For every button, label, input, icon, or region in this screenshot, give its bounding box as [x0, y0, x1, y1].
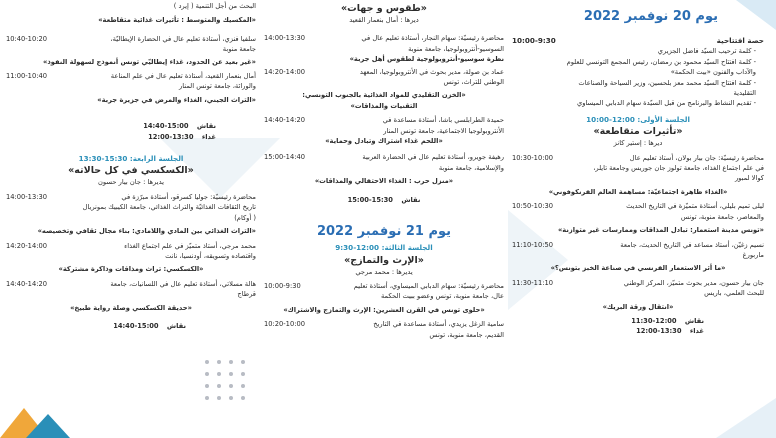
- session-title: «تأثيرات متقاطعة»: [593, 126, 683, 138]
- session-title: «الكسكسي في كل حالاته»: [68, 165, 194, 177]
- talk-time: 10:00-9:30: [264, 281, 301, 290]
- talk-title: «التراث الغذائي بين المادي واللامادي: بناء مجال ثقافي وتخصيصه»: [37, 227, 256, 236]
- talk-title: «اللحم غذاء اشتراك وتبادل وحماية»: [325, 137, 443, 146]
- talk: [6, 279, 256, 313]
- talk-time: 14:00-13:30: [6, 192, 47, 201]
- talk-line: عماد بن صولة، مدير بحوث في الأنتروبولوجيا، المعهد: [359, 67, 504, 76]
- talk-line: السوسيو-أنتروبولوجيا، جامعة منوبة: [408, 44, 504, 53]
- discussion-time: 12:00-11:30: [631, 316, 677, 325]
- talk-title: «الخزن التقليدي للمواد الغذائية بالجنوب التونسي:: [302, 91, 466, 100]
- talk-line: حميدة الطرابلسي باشا، أستاذة مساعدة في: [382, 116, 504, 125]
- talk-time: 14:40-14:20: [6, 279, 47, 288]
- talk-line: محمد مرجي، أستاذ متميّز في علم اجتماع الغذاء: [124, 241, 256, 250]
- discussion-label: نقاش: [401, 195, 421, 204]
- lunch-slot: [6, 132, 216, 142]
- talk-title: «الكسكسي: تراث ومذاقات وذاكرة مشتركة»: [58, 265, 204, 274]
- talk-title: «حلوى تونس في القرن العشرين: الإرث والتمازج والاشتراك»: [283, 305, 485, 314]
- talk: [6, 34, 256, 67]
- talk-line: سامية الزغل يزيدي، أستاذة مساعدة في التاريخ: [373, 320, 504, 329]
- discussion-time: 15:00-14:40: [113, 321, 159, 330]
- opening-time: 10:00-9:30: [512, 36, 556, 45]
- discussion-slot: [512, 316, 704, 326]
- talk: [512, 240, 764, 274]
- talk: [6, 192, 256, 237]
- talk-line: ( أوكام): [234, 213, 256, 222]
- opening-item: - كلمة افتتاح السيّد محمد معز بلحسين، وزير السياحة والصناعات: [578, 78, 756, 87]
- talk-line: محاضرة رئيسيّة: جوليا كسرقو، أستاذة مبرّزة في: [121, 192, 256, 201]
- program-column-left: [6, 0, 256, 438]
- talk-title: «الغذاء ظاهرة اجتماعيّة: مساهمة العالم الفرنكوفوني»: [548, 187, 728, 196]
- talk-title: «التراث الجيني، الغذاء والمرض في جزيرة جربة»: [97, 95, 256, 104]
- talk: [264, 67, 504, 112]
- talk-title: «انتقال ورقة البريك»: [602, 302, 674, 311]
- discussion-time: 15:30-15:00: [347, 195, 393, 204]
- discussion-slot: [264, 195, 504, 205]
- lunch-time: 13:30-12:00: [148, 132, 194, 141]
- continued-line: البحث من أجل التنمية ( إيرد ): [173, 2, 256, 10]
- talk: [512, 153, 764, 198]
- discussion-slot: [6, 121, 216, 131]
- talk: [264, 319, 504, 340]
- session-chair: ديرها : أمال بنعمار القعيد: [349, 16, 419, 24]
- discussion-label: نقاش: [166, 321, 186, 330]
- talk-line: محاضرة رئيسيّة: سهام النجار، أستاذة تعليم عال في: [361, 34, 504, 43]
- talk-line: والمعاصر، جامعة منوبة، تونس: [680, 212, 764, 221]
- opening-items: [512, 46, 756, 108]
- talk-line: والوراثة، جامعة تونس المنار: [179, 82, 256, 91]
- talk: [264, 115, 504, 146]
- talk-time: 11:30-11:10: [512, 278, 553, 287]
- talk-line: نسيم زغيّن، أستاذ مساعد في التاريخ الحديث، جامعة: [620, 240, 764, 249]
- program-column-middle: [264, 0, 504, 438]
- talk-time: 10:40-10:20: [6, 34, 47, 43]
- discussion-label: نقاش: [196, 122, 216, 131]
- talk-line: جامعة منوبة: [222, 45, 256, 54]
- talk-line: الوطني للتراث، تونس: [443, 78, 504, 87]
- opening-item: - كلمة افتتاح السيّد محمود بن رمضان، رئيس المجمع التونسي للعلوم: [566, 57, 756, 66]
- talk-line: محاضرة رئيسيّة: سهام الدبابي الميساوي، أستاذة تعليم: [353, 281, 504, 290]
- session-title: «طقوس و جهات»: [341, 3, 427, 14]
- discussion-label: نقاش: [684, 316, 704, 325]
- talk-time: 10:50-10:30: [512, 202, 553, 211]
- talk-time: 14:40-14:20: [264, 116, 305, 125]
- session-title: «الإرث والتمازج»: [344, 254, 424, 266]
- talk-line: واقتصاده وتسويقه، أودنسيا، نانت: [165, 251, 256, 260]
- talk-title: «غير بعيد عن الحدود، غذاء إيطاليّي تونس أنموذج لسهولة النفوذ»: [43, 57, 256, 66]
- talk-title: «ما أثر الاستعمار الفرنسي في صناعة الخبز بتونس؟»: [550, 264, 726, 273]
- opening-item: - تقديم النشاط والبرنامج من قبل السيّدة سهام الدبابي الميساوي: [576, 99, 756, 108]
- talk-line: الأنتروبولوجيا الاجتماعية، جامعة تونس المنار: [383, 126, 504, 135]
- opening-item: - كلمة ترحيب السيّد فاضل الجزيري: [657, 47, 756, 56]
- talk: [264, 281, 504, 315]
- session-header: الجلسة الثالثة: 12:00-9:30: [335, 243, 433, 253]
- talk-title: «حديقة الكسكسي وصلة رواية طبيخ»: [70, 303, 192, 312]
- talk-title: نظرة سوسيو-أنتروبولوجية لطقوس أهل جربة»: [349, 55, 504, 64]
- talk-line: عال، جامعة منوبة، تونس وعضو ببيت الحكمة: [380, 292, 504, 301]
- day-title: يوم 21 نوفمبر 2022: [316, 224, 452, 240]
- talk-line: هالة مسلاتي، أستاذة تعليم عال في اللسانيات، جامعة: [110, 279, 256, 288]
- opening-label: حصة افتتاحية: [716, 36, 764, 45]
- talk-line: تاريخ الثقافات الغذائيّة والتراث الغذائي، جامعة الكيبيك بمونريال: [82, 203, 256, 212]
- talk-line: ماربورغ: [742, 250, 764, 259]
- talk-line: محاضرة رئيسيّة: جان بيار بولان، أستاذ تعليم عال: [629, 153, 764, 162]
- lunch-time: 13:30-12:00: [636, 327, 682, 336]
- talk: [6, 241, 256, 275]
- talk-line: ليلى تميم بليلي، أستاذة متميّزة في التاريخ الحديث: [626, 202, 764, 211]
- talk-line: القديم، جامعة منوبة، تونس: [429, 330, 504, 339]
- talk-time: 14:20-14:00: [264, 67, 305, 76]
- talk-line: في علم اجتماع الغذاء، جامعة تولوز جان جوريس وجامعة تايلر،: [593, 164, 764, 173]
- talk-line: أمال بنعمار القعيد، أستاذة تعليم عال في علم المناعة: [110, 72, 256, 81]
- talk-time: 10:20-10:00: [264, 320, 305, 329]
- talk-time: 14:00-13:30: [264, 34, 305, 43]
- talk-line: للبحث العلمي، باريس: [704, 289, 764, 298]
- session-chair: يديرها : جان بيار حسون: [98, 178, 164, 187]
- talk-time: 11:10-10:50: [512, 240, 553, 249]
- talk-line: رهيفة جويرو، أستاذة تعليم عال في الحضارة العربية: [362, 153, 504, 162]
- lunch-slot: [512, 326, 704, 336]
- talk: [512, 278, 764, 312]
- talk-title: «منزل حرب : الغذاء الاحتفالي والمذاقات»: [314, 177, 454, 186]
- talk-title: التقنيات والمذاقات»: [350, 101, 418, 110]
- discussion-time: 15:00-14:40: [143, 122, 189, 131]
- talk: [264, 152, 504, 186]
- talk: [264, 33, 504, 64]
- talk-line: كوالا لمبور: [734, 174, 764, 183]
- day-title: يوم 20 نوفمبر 2022: [583, 9, 718, 24]
- session-chair: يديرها : محمد مرجي: [355, 267, 413, 276]
- talk: [6, 71, 256, 105]
- talk-line: قرطاج: [237, 290, 256, 299]
- talk-time: 11:00-10:40: [6, 72, 47, 81]
- talk-title: «تونس مدينة استعمار: تبادل المذاقات وممارسات غير متوازنة»: [557, 226, 764, 235]
- talk-line: والإسلامية، جامعة منوبة: [438, 163, 504, 172]
- lunch-label: غداء: [201, 132, 216, 141]
- talk-time: 14:20-14:00: [6, 241, 47, 250]
- opening-item: التقليدية: [733, 89, 756, 98]
- session-chair: ديرها : إستير كانز: [613, 139, 663, 148]
- discussion-slot: [6, 321, 186, 331]
- talk-line: سلفيا فنزي، أستاذة تعليم عال في الحضارة الإيطاليّة،: [110, 34, 256, 43]
- session-header: الجلسة الرابعة: 15:30-13:30: [78, 154, 184, 164]
- talk: [512, 201, 764, 235]
- talk-time: 10:30-10:00: [512, 153, 553, 162]
- session-header: الجلسة الأولى: 12:00-10:00: [586, 114, 690, 124]
- opening-item: والآداب والفنون «بيت الحكمة»: [670, 68, 756, 77]
- program-column-right: [512, 0, 764, 438]
- lunch-label: غداء: [689, 327, 704, 336]
- opening-session: [512, 36, 764, 46]
- talk-line: جان بيار حسون، مدير بحوث متميّز، المركز الوطني: [623, 278, 764, 287]
- talk-time: 15:00-14:40: [264, 153, 305, 162]
- talk-title: «المكسيك والمتوسط : تأثيرات غذائية متقاطعة»: [98, 16, 256, 25]
